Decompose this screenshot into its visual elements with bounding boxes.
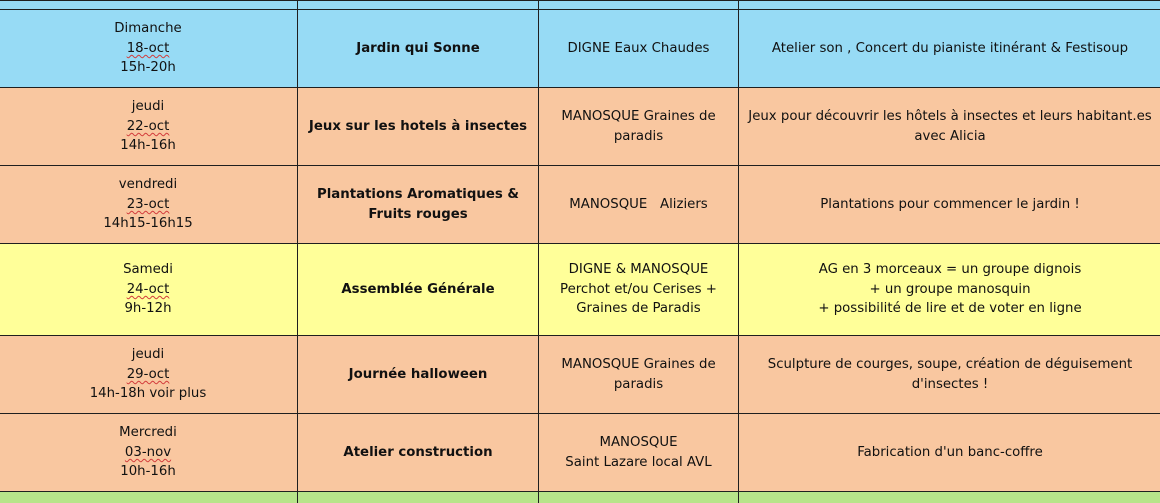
- place-line: MANOSQUE: [599, 435, 678, 450]
- event-title: Assemblée Générale: [341, 281, 495, 297]
- date-cell[interactable]: [0, 244, 297, 335]
- table-row[interactable]: [0, 413, 1160, 491]
- place-line: MANOSQUE Aliziers: [569, 196, 708, 212]
- description-line: Atelier son , Concert du pianiste itinérant & Festisoup: [771, 40, 1129, 56]
- title-cell[interactable]: [297, 336, 538, 413]
- place-line: DIGNE & MANOSQUE: [568, 262, 709, 278]
- time-label: 9h-12h: [124, 301, 172, 317]
- date-cell[interactable]: [0, 88, 297, 165]
- date-label: 23-oct: [126, 196, 170, 212]
- place-cell[interactable]: [538, 244, 738, 335]
- description-cell[interactable]: [738, 166, 1160, 243]
- place-line: DIGNE Eaux Chaudes: [567, 40, 710, 56]
- event-title: Plantations Aromatiques & Fruits rouges: [317, 187, 519, 222]
- table-row-top-edge: [0, 0, 1160, 9]
- description-line: + possibilité de lire et de voter en ligne: [818, 301, 1082, 317]
- table-row[interactable]: [0, 243, 1160, 335]
- table-row-partial: [0, 491, 1160, 503]
- table-row[interactable]: [0, 9, 1160, 87]
- event-title: Jeux sur les hotels à insectes: [308, 118, 528, 134]
- day-label: Samedi: [123, 262, 173, 278]
- description-line: Sculpture de courges, soupe, création de déguisement: [767, 357, 1133, 372]
- description-line: Fabrication d'un banc-coffre: [857, 444, 1043, 460]
- date-cell[interactable]: [0, 166, 297, 243]
- date-cell[interactable]: [0, 336, 297, 413]
- table-row[interactable]: [0, 335, 1160, 413]
- date-label: 18-oct: [126, 40, 170, 56]
- description-line: + un groupe manosquin: [869, 281, 1031, 297]
- description-cell[interactable]: [738, 414, 1160, 491]
- place-line: MANOSQUE Graines de: [561, 357, 716, 372]
- day-label: jeudi: [131, 347, 165, 363]
- time-label: 14h15-16h15: [103, 216, 193, 232]
- title-cell[interactable]: [297, 88, 538, 165]
- title-cell[interactable]: [297, 244, 538, 335]
- place-line: MANOSQUE Graines de: [561, 109, 716, 124]
- title-cell[interactable]: [297, 414, 538, 491]
- place-cell[interactable]: [538, 10, 738, 87]
- description-cell[interactable]: [738, 88, 1160, 165]
- date-cell[interactable]: [0, 10, 297, 87]
- place-cell[interactable]: [538, 88, 738, 165]
- place-line: paradis: [613, 128, 664, 144]
- date-cell[interactable]: [0, 414, 297, 491]
- description-line: Jeux pour découvrir les hôtels à insectes et leurs habitant.es: [748, 109, 1152, 124]
- title-cell[interactable]: [297, 166, 538, 243]
- description-cell[interactable]: [738, 10, 1160, 87]
- description-line: Plantations pour commencer le jardin !: [820, 196, 1080, 212]
- event-title: Atelier construction: [343, 444, 493, 460]
- date-label: 03-nov: [124, 444, 172, 460]
- day-label: vendredi: [118, 177, 178, 193]
- place-line: Saint Lazare local AVL: [565, 454, 712, 470]
- table-row[interactable]: [0, 87, 1160, 165]
- description-cell[interactable]: [738, 336, 1160, 413]
- table-row[interactable]: [0, 165, 1160, 243]
- day-label: Dimanche: [114, 21, 182, 37]
- event-title: Journée halloween: [348, 366, 488, 382]
- time-label: 15h-20h: [120, 60, 176, 76]
- place-cell[interactable]: [538, 166, 738, 243]
- place-line: Perchot et/ou Cerises +: [560, 281, 717, 297]
- time-label: 10h-16h: [120, 464, 176, 480]
- event-title: Jardin qui Sonne: [356, 40, 480, 56]
- description-line: AG en 3 morceaux = un groupe dignois: [818, 262, 1082, 278]
- place-line: paradis: [613, 376, 664, 392]
- description-line: avec Alicia: [914, 128, 986, 144]
- date-label: 29-oct: [126, 366, 170, 382]
- place-line: Graines de Paradis: [576, 301, 701, 317]
- date-label: 24-oct: [126, 281, 170, 297]
- time-label: 14h-18h voir plus: [89, 386, 207, 402]
- place-cell[interactable]: [538, 336, 738, 413]
- place-cell[interactable]: [538, 414, 738, 491]
- description-cell[interactable]: [738, 244, 1160, 335]
- day-label: jeudi: [131, 99, 165, 115]
- date-label: 22-oct: [126, 118, 170, 134]
- description-line: d'insectes !: [911, 376, 989, 392]
- day-label: Mercredi: [119, 425, 177, 441]
- title-cell[interactable]: [297, 10, 538, 87]
- time-label: 14h-16h: [120, 138, 176, 154]
